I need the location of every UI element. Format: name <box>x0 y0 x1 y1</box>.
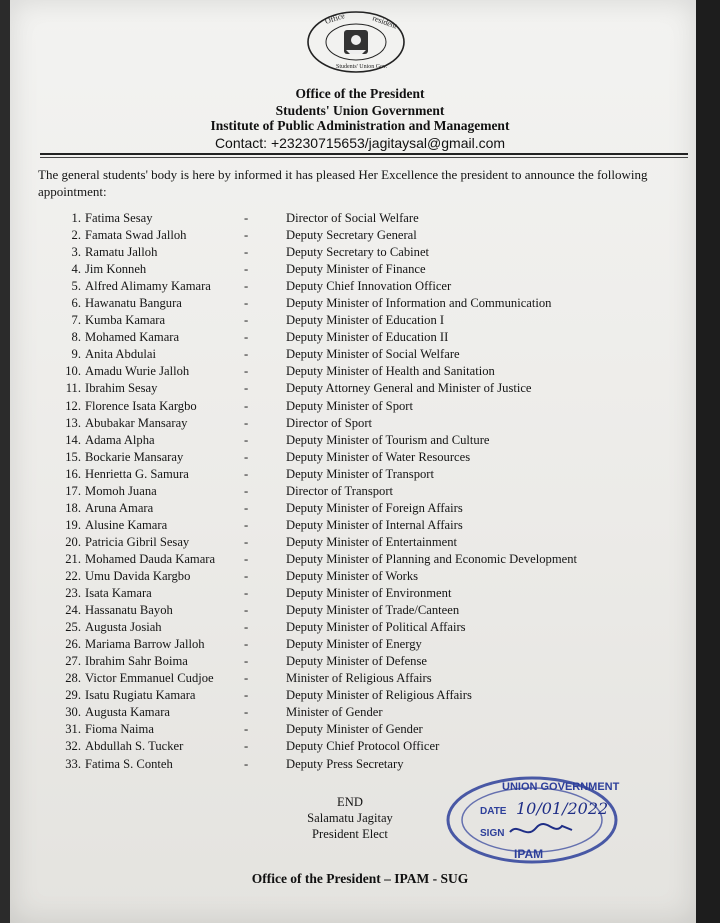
appointment-row <box>0 552 720 569</box>
appointment-number: 18. <box>65 500 81 515</box>
appointment-role: Deputy Secretary General <box>286 228 417 243</box>
appointment-number: 28. <box>65 671 81 686</box>
appointment-row <box>0 296 720 313</box>
separator-dash: - <box>244 262 249 277</box>
separator-dash: - <box>244 603 249 618</box>
appointment-number: 3. <box>71 245 81 260</box>
separator-dash: - <box>244 381 249 396</box>
separator-dash: - <box>244 245 249 260</box>
separator-dash: - <box>244 568 249 583</box>
appointment-row <box>0 688 720 705</box>
appointment-number: 1. <box>71 211 81 225</box>
separator-dash: - <box>244 637 249 652</box>
appointment-number: 5. <box>71 279 81 294</box>
appointee-name: Henrietta G. Samura <box>85 466 189 481</box>
appointment-row <box>0 757 720 774</box>
official-stamp <box>444 774 620 866</box>
appointment-row <box>0 211 720 228</box>
appointment-number: 32. <box>65 739 81 754</box>
appointment-role: Deputy Minister of Energy <box>286 637 422 652</box>
separator-dash: - <box>244 330 249 345</box>
separator-dash: - <box>244 279 249 294</box>
appointment-number: 8. <box>71 330 81 345</box>
appointment-row <box>0 245 720 262</box>
handwritten-signature <box>510 824 572 832</box>
appointment-number: 31. <box>65 722 81 737</box>
appointment-number: 22. <box>65 568 81 583</box>
svg-text:Students' Union Gov.: Students' Union Gov. <box>336 64 388 70</box>
appointment-row <box>0 467 720 484</box>
appointment-number: 9. <box>71 347 81 362</box>
appointee-name: Mohamed Kamara <box>85 330 180 345</box>
appointment-number: 14. <box>65 432 81 447</box>
appointment-row <box>0 586 720 603</box>
header-rule-thin <box>40 157 688 158</box>
appointment-role: Director of Sport <box>286 415 373 430</box>
appointment-row <box>0 364 720 381</box>
separator-dash: - <box>244 466 249 481</box>
separator-dash: - <box>244 500 249 515</box>
footer-office: Office of the President – IPAM - SUG <box>251 871 469 886</box>
appointment-role: Deputy Minister of Gender <box>286 722 423 737</box>
appointment-row <box>0 501 720 518</box>
appointment-role: Deputy Minister of Social Welfare <box>286 347 460 362</box>
stamp-bottom-text: IPAM <box>514 847 544 861</box>
appointee-name: Aruna Amara <box>85 500 154 515</box>
header-contact: Contact: +23230715653/jagitaysal@gmail.com <box>214 135 506 151</box>
header-institute: Institute of Public Administration and Management <box>210 118 510 133</box>
appointment-role: Director of Social Welfare <box>286 211 419 225</box>
signatory-title: President Elect <box>312 827 388 841</box>
svg-text:resident: resident <box>371 13 399 31</box>
appointment-row <box>0 347 720 364</box>
appointment-row <box>0 705 720 722</box>
appointee-name: Umu Davida Kargbo <box>85 568 191 583</box>
appointment-role: Deputy Minister of Political Affairs <box>286 620 466 635</box>
appointment-number: 15. <box>65 449 81 464</box>
appointment-row <box>0 228 720 245</box>
intro-paragraph: The general students' body is here by informed it has pleased Her Excellence the president to announce the following appointment: <box>38 167 648 199</box>
appointment-number: 12. <box>65 398 81 413</box>
appointment-role: Deputy Press Secretary <box>286 756 404 771</box>
appointee-name: Famata Swad Jalloh <box>85 228 187 243</box>
appointee-name: Abdullah S. Tucker <box>85 739 184 754</box>
appointment-role: Deputy Minister of Foreign Affairs <box>286 500 463 515</box>
appointment-number: 16. <box>65 466 81 481</box>
appointee-name: Victor Emmanuel Cudjoe <box>85 671 214 686</box>
appointment-row <box>0 330 720 347</box>
appointment-role: Deputy Minister of Education I <box>286 313 445 328</box>
appointment-row <box>0 671 720 688</box>
appointee-name: Anita Abdulai <box>85 347 157 362</box>
appointee-name: Ibrahim Sahr Boima <box>85 654 188 669</box>
appointment-number: 25. <box>65 620 81 635</box>
appointment-row <box>0 433 720 450</box>
appointment-role: Deputy Minister of Environment <box>286 586 452 601</box>
separator-dash: - <box>244 296 249 311</box>
appointment-role: Deputy Chief Protocol Officer <box>286 739 440 754</box>
appointment-row <box>0 279 720 296</box>
appointee-name: Mariama Barrow Jalloh <box>85 637 205 652</box>
appointee-name: Amadu Wurie Jalloh <box>85 364 190 379</box>
separator-dash: - <box>244 228 249 243</box>
separator-dash: - <box>244 432 249 447</box>
separator-dash: - <box>244 534 249 549</box>
appointment-row <box>0 450 720 467</box>
appointment-role: Deputy Minister of Defense <box>286 654 427 669</box>
appointee-name: Florence Isata Kargbo <box>85 398 197 413</box>
stamp-sign-label: SIGN <box>480 828 505 839</box>
appointment-number: 17. <box>65 483 81 498</box>
header-rule <box>40 153 688 155</box>
appointment-role: Director of Transport <box>286 483 394 498</box>
appointment-row <box>0 484 720 501</box>
appointee-name: Fioma Naima <box>85 722 154 737</box>
appointment-role: Deputy Minister of Internal Affairs <box>286 517 463 532</box>
header-office: Office of the President <box>295 86 425 101</box>
separator-dash: - <box>244 671 249 686</box>
separator-dash: - <box>244 620 249 635</box>
appointment-role: Deputy Attorney General and Minister of Justice <box>286 381 532 396</box>
stamp-date-value: 10/01/2022 <box>516 799 609 818</box>
appointment-row <box>0 637 720 654</box>
stamp-top-text: UNION GOVERNMENT <box>502 781 620 793</box>
appointment-row <box>0 722 720 739</box>
appointment-role: Deputy Minister of Works <box>286 568 419 583</box>
appointment-row <box>0 518 720 535</box>
appointment-number: 4. <box>71 262 81 277</box>
separator-dash: - <box>244 551 249 566</box>
appointment-row <box>0 654 720 671</box>
appointment-number: 11. <box>65 381 81 396</box>
appointment-role: Deputy Chief Innovation Officer <box>286 279 452 294</box>
appointment-row <box>0 313 720 330</box>
appointment-number: 7. <box>71 313 81 328</box>
appointee-name: Fatima S. Conteh <box>85 756 173 771</box>
appointment-row <box>0 381 720 398</box>
appointee-name: Alusine Kamara <box>85 517 168 532</box>
appointment-number: 33. <box>65 756 81 771</box>
appointment-number: 2. <box>71 228 81 243</box>
separator-dash: - <box>244 449 249 464</box>
appointee-name: Mohamed Dauda Kamara <box>85 551 216 566</box>
separator-dash: - <box>244 313 249 328</box>
appointment-number: 24. <box>65 603 81 618</box>
separator-dash: - <box>244 517 249 532</box>
appointment-row <box>0 739 720 756</box>
appointment-row <box>0 416 720 433</box>
separator-dash: - <box>244 211 249 225</box>
appointee-name: Fatima Sesay <box>85 211 153 225</box>
separator-dash: - <box>244 688 249 703</box>
appointment-role: Minister of Religious Affairs <box>286 671 432 686</box>
appointee-name: Abubakar Mansaray <box>85 415 188 430</box>
separator-dash: - <box>244 398 249 413</box>
end-marker: END <box>337 795 363 809</box>
appointee-name: Adama Alpha <box>85 432 155 447</box>
appointment-role: Minister of Gender <box>286 705 383 720</box>
appointment-row <box>0 603 720 620</box>
separator-dash: - <box>244 483 249 498</box>
appointment-role: Deputy Minister of Tourism and Culture <box>286 432 490 447</box>
appointee-name: Hassanatu Bayoh <box>85 603 173 618</box>
appointment-row <box>0 535 720 552</box>
separator-dash: - <box>244 364 249 379</box>
separator-dash: - <box>244 415 249 430</box>
header-union: Students' Union Government <box>275 103 445 118</box>
appointment-role: Deputy Minister of Transport <box>286 466 434 481</box>
appointment-role: Deputy Minister of Religious Affairs <box>286 688 472 703</box>
appointee-name: Hawanatu Bangura <box>85 296 182 311</box>
signatory-name: Salamatu Jagitay <box>307 811 393 825</box>
separator-dash: - <box>244 654 249 669</box>
appointment-role: Deputy Minister of Water Resources <box>286 449 471 464</box>
appointment-number: 19. <box>65 517 81 532</box>
appointment-number: 29. <box>65 688 81 703</box>
appointment-role: Deputy Minister of Entertainment <box>286 534 458 549</box>
separator-dash: - <box>244 756 249 771</box>
appointee-name: Ramatu Jalloh <box>85 245 158 260</box>
separator-dash: - <box>244 722 249 737</box>
svg-text:Office: Office <box>323 11 346 26</box>
appointment-row <box>0 262 720 279</box>
appointee-name: Momoh Juana <box>85 483 157 498</box>
appointment-number: 27. <box>65 654 81 669</box>
appointment-number: 26. <box>65 637 81 652</box>
appointee-name: Isata Kamara <box>85 586 152 601</box>
appointment-role: Deputy Minister of Sport <box>286 398 413 413</box>
appointee-name: Augusta Kamara <box>85 705 170 720</box>
appointment-role: Deputy Minister of Information and Communication <box>286 296 552 311</box>
stamp-date-label: DATE <box>480 806 507 817</box>
appointment-role: Deputy Minister of Trade/Canteen <box>286 603 460 618</box>
separator-dash: - <box>244 347 249 362</box>
appointment-role: Deputy Minister of Planning and Economic Development <box>286 551 577 566</box>
appointee-name: Alfred Alimamy Kamara <box>85 279 211 294</box>
appointment-row <box>0 620 720 637</box>
appointee-name: Jim Konneh <box>85 262 147 277</box>
appointee-name: Patricia Gibril Sesay <box>85 534 190 549</box>
appointment-number: 10. <box>65 364 81 379</box>
appointment-row <box>0 569 720 586</box>
appointment-role: Deputy Minister of Health and Sanitation <box>286 364 495 379</box>
office-seal-logo <box>306 10 406 74</box>
separator-dash: - <box>244 705 249 720</box>
appointee-name: Ibrahim Sesay <box>85 381 158 396</box>
appointment-number: 6. <box>71 296 81 311</box>
appointment-number: 20. <box>65 534 81 549</box>
appointment-number: 13. <box>65 415 81 430</box>
appointment-number: 30. <box>65 705 81 720</box>
appointment-row <box>0 399 720 416</box>
appointee-name: Kumba Kamara <box>85 313 166 328</box>
appointee-name: Augusta Josiah <box>85 620 162 635</box>
appointment-number: 21. <box>65 551 81 566</box>
appointee-name: Isatu Rugiatu Kamara <box>85 688 196 703</box>
separator-dash: - <box>244 586 249 601</box>
appointment-role: Deputy Minister of Finance <box>286 262 426 277</box>
appointee-name: Bockarie Mansaray <box>85 449 184 464</box>
appointment-list <box>0 211 720 774</box>
separator-dash: - <box>244 739 249 754</box>
appointment-number: 23. <box>65 586 81 601</box>
appointment-role: Deputy Secretary to Cabinet <box>286 245 430 260</box>
appointment-role: Deputy Minister of Education II <box>286 330 449 345</box>
